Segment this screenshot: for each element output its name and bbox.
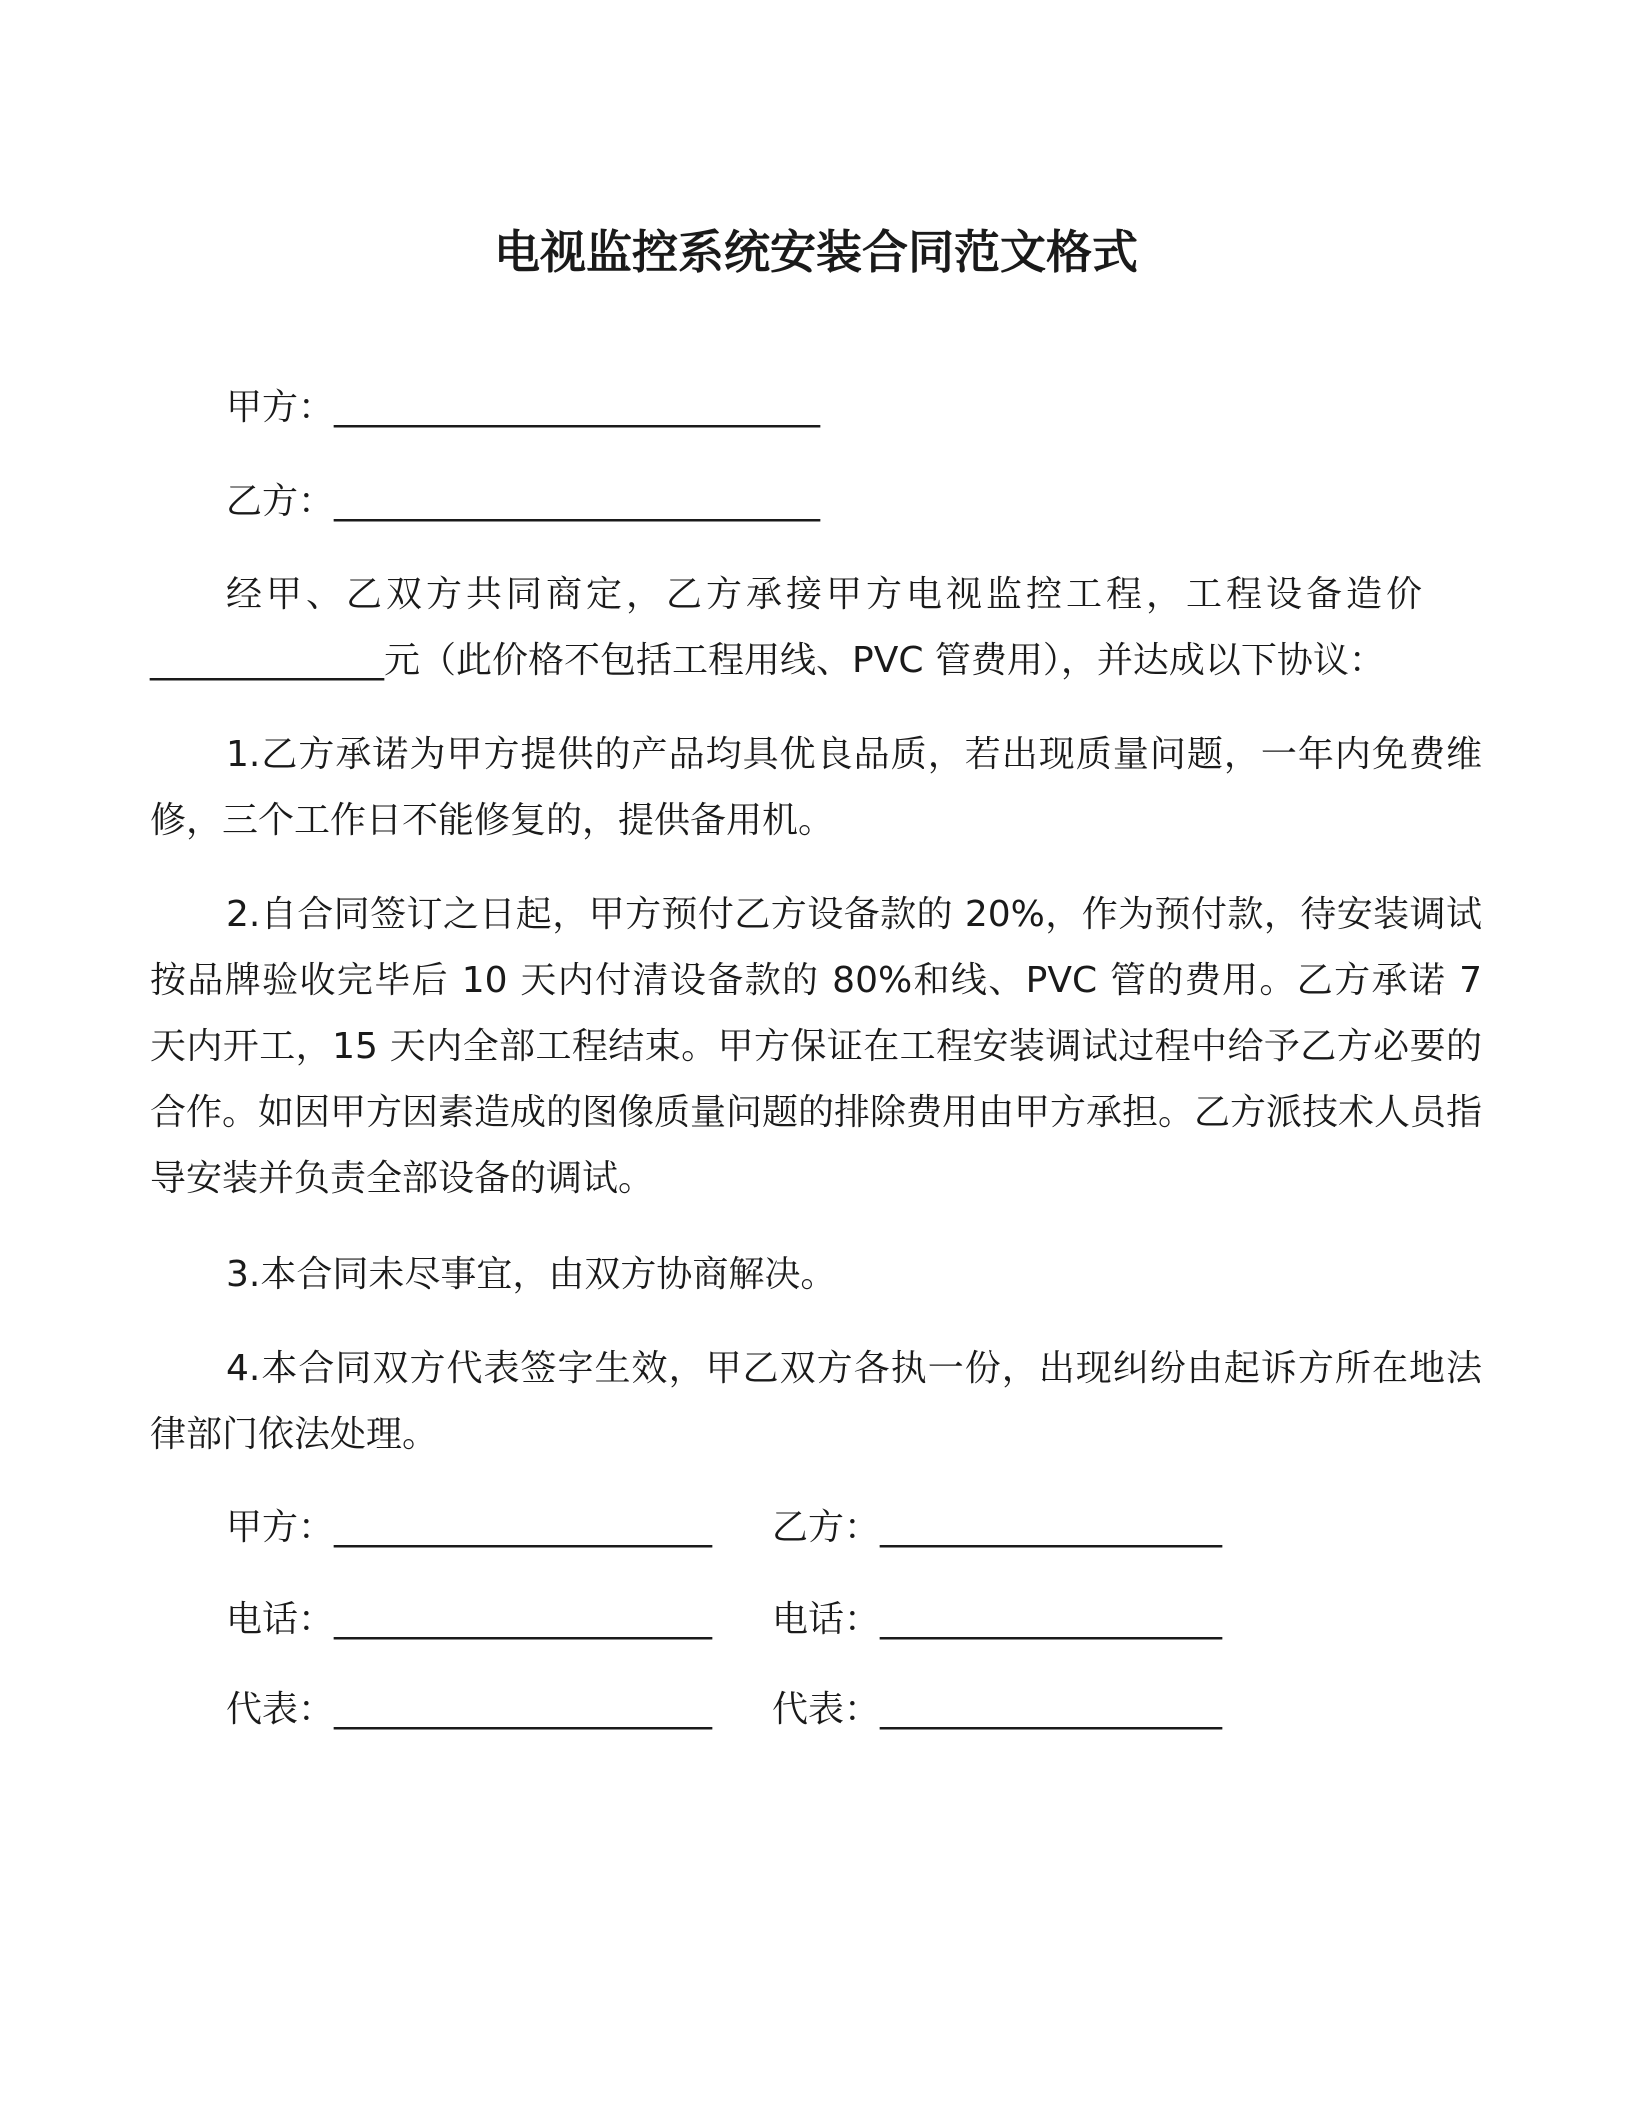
intro-line-2: _____________元（此价格不包括工程用线、PVC 管费用），并达成以下协议：	[150, 640, 1385, 681]
signature-phone-a: 电话：_____________________	[226, 1599, 713, 1640]
clause-3-text: 3.本合同未尽事宜，由双方协商解决。	[226, 1254, 837, 1295]
clause-1-text: 1.乙方承诺为甲方提供的产品均具优良品质，若出现质量问题，一年内免费维修，三个工作日不能修复的，提供备用机。	[150, 734, 1482, 841]
signature-party-b: 乙方：___________________	[772, 1507, 1223, 1548]
clause-2	[150, 882, 1482, 1212]
signature-rep-b: 代表：___________________	[772, 1689, 1223, 1730]
clause-4	[150, 1336, 1482, 1468]
party-a-line: 甲方：___________________________	[226, 387, 821, 428]
intro-line-1: 经甲、乙双方共同商定，乙方承接甲方电视监控工程，工程设备造价	[226, 574, 1427, 615]
clause-4-text: 4.本合同双方代表签字生效，甲乙双方各执一份，出现纠纷由起诉方所在地法律部门依法处理。	[150, 1348, 1482, 1455]
signature-rep-a: 代表：_____________________	[226, 1689, 713, 1730]
signature-phone-b: 电话：___________________	[772, 1599, 1223, 1640]
clause-2-text: 2.自合同签订之日起，甲方预付乙方设备款的 20%，作为预付款，待安装调试按品牌验收完毕后 10 天内付清设备款的 80%和线、PVC 管的费用。乙方承诺 7 天内开工，15 天内全部工程结束。甲方保证在工程安装调试过程中给予乙方必要的合作。如因甲方因素造成的图像质量问题的排除费用由甲方承担。乙方派技术人员指导安装并负责全部设备的调试。	[150, 894, 1483, 1199]
document-title: 电视监控系统安装合同范文格式	[494, 225, 1138, 279]
signature-party-a: 甲方：_____________________	[226, 1507, 713, 1548]
clause-1	[150, 722, 1482, 854]
contract-intro	[150, 562, 1482, 694]
party-b-line: 乙方：___________________________	[226, 481, 821, 522]
clause-3	[150, 1242, 1482, 1308]
